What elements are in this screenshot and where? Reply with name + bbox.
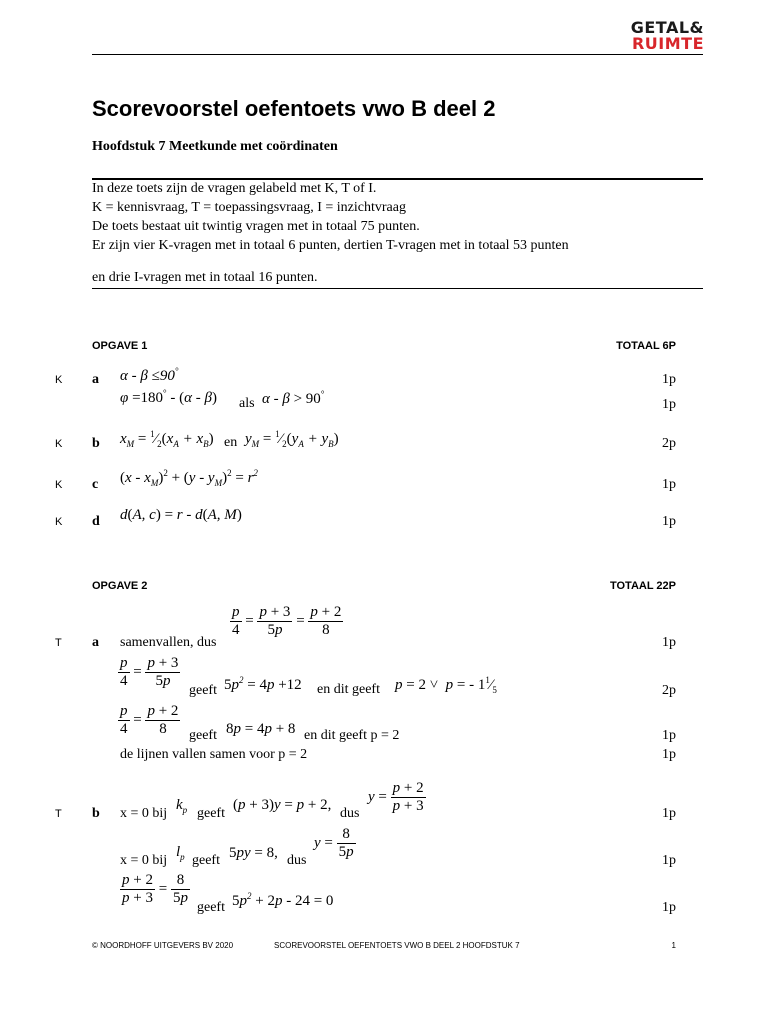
formula-1b-2: $y_M$ = $^1⁄_2(y_A + y_B)$ <box>245 429 339 449</box>
formula-2a-eq2: 8p = 4p + 8 <box>226 721 296 737</box>
formula-2b-eq1: (p + 3)y = p + 2, <box>233 797 332 813</box>
formula-2b-step3: $\frac{p + 2}{p + 3}$ = $\frac{8}{5p}$ <box>122 872 188 906</box>
geeft-text: geeft <box>189 728 217 743</box>
formula-1b-1: $x_M$ = $^1⁄_2(x_A + x_B)$ <box>120 429 214 449</box>
category-label: T <box>55 637 62 649</box>
formula-2b-eq3: $5p^2 + 2p - 24 = 0$ <box>232 891 334 909</box>
points: 1p <box>662 747 676 762</box>
points: 1p <box>662 853 676 868</box>
formula-1d: d(A, c) = r - d(A, M) <box>120 507 242 523</box>
question-letter: d <box>92 514 100 529</box>
geeft-text: geeft <box>192 853 220 868</box>
formula-1a-3: α - β > 90° <box>262 389 325 407</box>
publisher-logo <box>624 20 704 52</box>
points: 1p <box>662 477 676 492</box>
en-dit-geeft-text: en dit geeft <box>317 682 380 697</box>
category-label: K <box>55 479 63 491</box>
points: 1p <box>662 806 676 821</box>
formula-1a-2: φ =180° - (α - β) <box>120 388 217 406</box>
chapter-subtitle: Hoofdstuk 7 Meetkunde met coördinaten <box>92 139 338 154</box>
intro-line-5: en drie I-vragen met in totaal 16 punten. <box>92 270 318 285</box>
points: 1p <box>662 514 676 529</box>
formula-2b-y2: y = $\frac{8}{5p}$ <box>314 826 354 860</box>
formula-1c: $(x - x_M)^2 + (y - y_M)^2 = r^2$ <box>120 468 258 488</box>
intro-line-1: In deze toets zijn de vragen gelabeld met K, T of I. <box>92 181 377 196</box>
points: 1p <box>662 397 676 412</box>
question-letter: b <box>92 436 100 451</box>
opgave-1-label: OPGAVE 1 <box>92 340 148 352</box>
formula-2b-eq2: 5py = 8, <box>229 845 278 861</box>
formula-2a-step2: $\frac{p}{4}$ = $\frac{p + 2}{8}$ <box>120 703 179 737</box>
page-title: Scorevoorstel oefentoets vwo B deel 2 <box>92 96 496 121</box>
category-label: T <box>55 808 62 820</box>
points: 1p <box>662 900 676 915</box>
points: 2p <box>662 683 676 698</box>
formula-2b-y1: y = $\frac{p + 2}{p + 3}$ <box>368 780 424 814</box>
question-letter: a <box>92 635 99 650</box>
formula-2a-main: $\frac{p}{4}$ = $\frac{p + 3}{5p}$ = $\frac{p + 2}{8}$ <box>232 604 342 638</box>
intro-line-2: K = kennisvraag, T = toepassingsvraag, I = inzichtvraag <box>92 200 406 215</box>
dus-text: dus <box>340 806 360 821</box>
formula-2a-step1: $\frac{p}{4}$ = $\frac{p + 3}{5p}$ <box>120 655 179 689</box>
logo-line-2: RUIMTE <box>631 34 704 53</box>
step-text: de lijnen vallen samen voor p = 2 <box>120 747 308 762</box>
intro-line-4: Er zijn vier K-vragen met in totaal 6 punten, dertien T-vragen met in totaal 53 punten <box>92 238 569 253</box>
footer-page-number: 1 <box>671 941 676 950</box>
intro-bottom-rule <box>92 288 703 289</box>
formula-kp: $k_p$ <box>176 797 188 815</box>
dus-text: dus <box>287 853 307 868</box>
formula-2a-sol1: p = 2 ˅ p = - $1^1⁄_5$ <box>395 675 497 695</box>
formula-2a-eq1: $5p^2 = 4p +12$ <box>224 675 302 693</box>
category-label: K <box>55 516 63 528</box>
footer-document-title: SCOREVOORSTEL OEFENTOETS VWO B DEEL 2 HOOFDSTUK 7 <box>274 941 520 950</box>
question-letter: c <box>92 477 99 492</box>
x0-text: x = 0 bij <box>120 853 168 868</box>
geeft-text: geeft <box>189 683 217 698</box>
step-text: en dit geeft p = 2 <box>304 728 400 743</box>
step-text: samenvallen, dus <box>120 635 217 650</box>
points: 2p <box>662 436 676 451</box>
geeft-text: geeft <box>197 806 225 821</box>
points: 1p <box>662 372 676 387</box>
logo-line-1: GETAL& <box>630 18 704 37</box>
question-letter: a <box>92 372 99 387</box>
category-label: K <box>55 438 63 450</box>
x0-text: x = 0 bij <box>120 806 168 821</box>
header-rule <box>92 54 703 55</box>
formula-lp: $l_p$ <box>176 844 185 862</box>
formula-1a-1: α - β ≤90° <box>120 366 179 384</box>
footer-copyright: © NOORDHOFF UITGEVERS BV 2020 <box>92 941 234 950</box>
intro-line-3: De toets bestaat uit twintig vragen met in totaal 75 punten. <box>92 219 420 234</box>
question-letter: b <box>92 806 100 821</box>
als-text: als <box>239 396 255 411</box>
intro-top-rule <box>92 178 703 180</box>
opgave-1-total: TOTAAL 6P <box>616 340 676 352</box>
category-label: K <box>55 374 63 386</box>
opgave-2-label: OPGAVE 2 <box>92 580 148 592</box>
opgave-2-total: TOTAAL 22P <box>609 580 676 592</box>
geeft-text: geeft <box>197 900 225 915</box>
en-text: en <box>224 435 238 450</box>
points: 1p <box>662 728 676 743</box>
points: 1p <box>662 635 676 650</box>
